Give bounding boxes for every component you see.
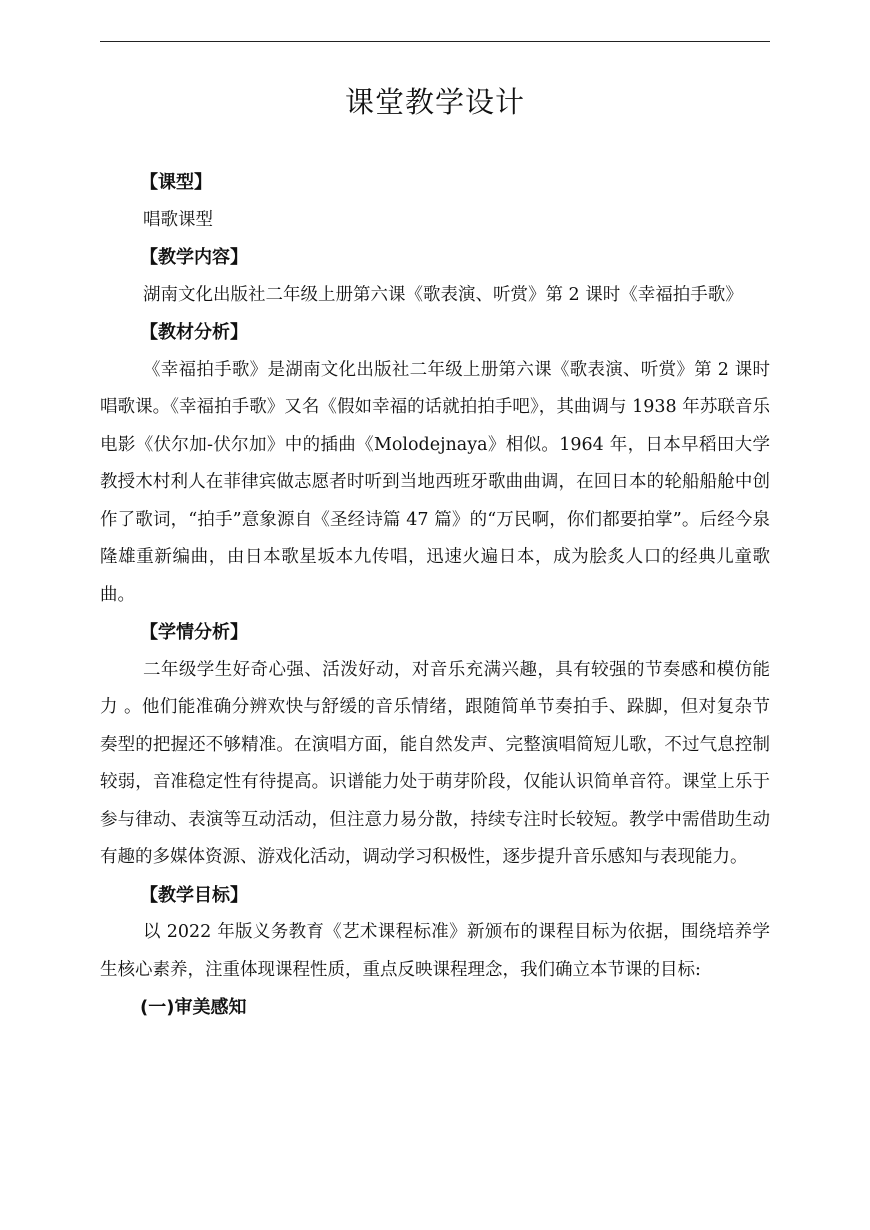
section-heading-student-analysis: 【学情分析】: [140, 622, 248, 643]
content-paragraph: 湖南文化出版社二年级上册第六课《歌表演、听赏》第 2 课时《幸福拍手歌》: [143, 284, 743, 305]
section-heading-content: 【教学内容】: [140, 247, 248, 268]
header-rule: [100, 41, 770, 42]
document-body: [100, 164, 770, 1027]
page-title: 课堂教学设计: [344, 85, 525, 119]
section-heading-material-analysis: 【教材分析】: [140, 322, 248, 343]
material-analysis-paragraph: 《幸福拍手歌》是湖南文化出版社二年级上册第六课《歌表演、听赏》第 2 课时唱歌课。《幸福拍手歌》又名《假如幸福的话就拍拍手吧》，其曲调与 1938 年苏联音乐电影《伏尔加-伏尔加》中的插曲《Molodejnaya》相似。1964 年，日本早稻田大学教授木村利人在菲律宾做志愿者时听到当地西班牙歌曲曲调，在回日本的轮船船舱中创作了歌词，“拍手”意象源自《圣经诗篇 47 篇》的“万民啊，你们都要拍掌”。后经今泉隆雄重新编曲，由日本歌星坂本九传唱，迅速火遍日本，成为脍炙人口的经典儿童歌曲。: [100, 359, 770, 605]
subsection-heading-aesthetic-perception: (一)审美感知: [140, 997, 247, 1018]
section-heading-objectives: 【教学目标】: [140, 884, 248, 906]
objectives-paragraph: 以 2022 年版义务教育《艺术课程标准》新颁布的课程目标为依据，围绕培养学生核心素养，注重体现课程性质，重点反映课程理念，我们确立本节课的目标:: [100, 922, 770, 980]
student-analysis-paragraph: 二年级学生好奇心强、活泼好动，对音乐充满兴趣，具有较强的节奏感和模仿能力 。他们能准确分辨欢快与舒缓的音乐情绪，跟随简单节奏拍手、跺脚，但对复杂节奏型的把握还不够精准。在演唱方面，能自然发声、完整演唱简短儿歌，不过气息控制较弱，音准稳定性有待提高。识谱能力处于萌芽阶段，仅能认识简单音符。课堂上乐于参与律动、表演等互动活动，但注意力易分散，持续专注时长较短。教学中需借助生动有趣的多媒体资源、游戏化活动，调动学习积极性，逐步提升音乐感知与表现能力。: [100, 659, 770, 867]
course-type-text: 唱歌课型: [143, 209, 213, 230]
section-heading-course-type: 【课型】: [140, 172, 212, 193]
